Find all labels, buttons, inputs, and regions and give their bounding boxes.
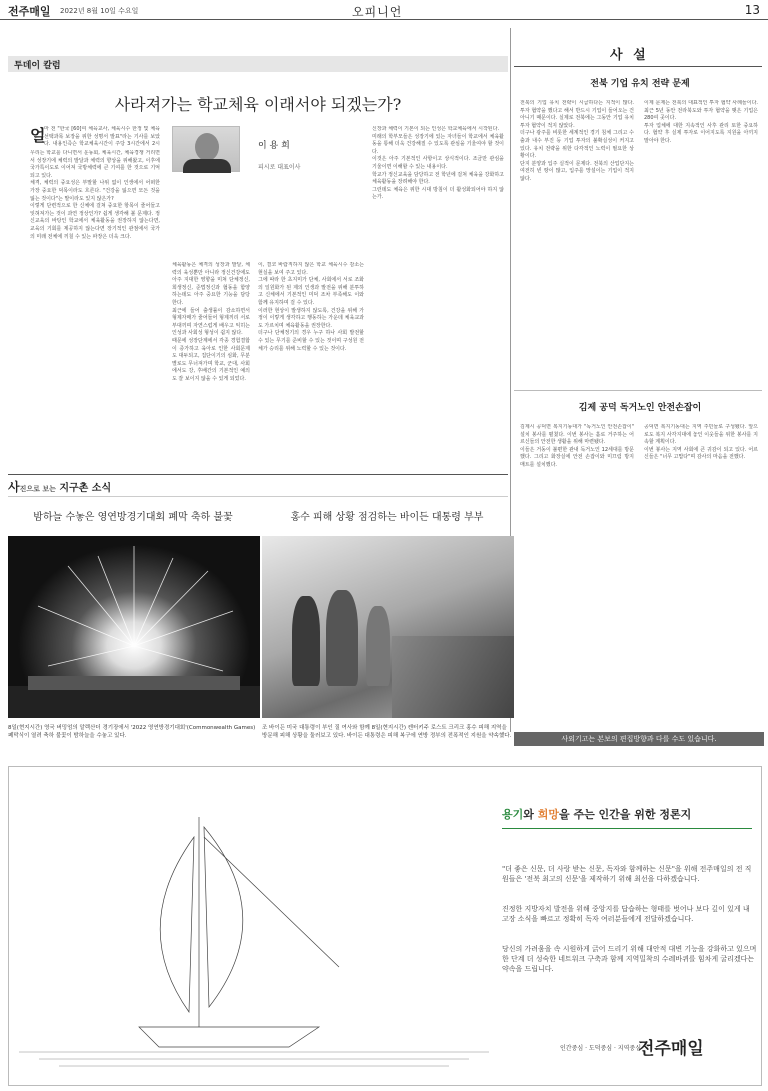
ad-title-underline <box>502 828 752 829</box>
editorial-text <box>520 100 634 384</box>
author-name: 이 용 희 <box>258 141 290 151</box>
editorial-text <box>520 424 634 724</box>
ad-paragraph: 진정한 지방자치 발전을 위해 중앙지를 답습하는 형태를 벗어나 보다 깊이 있게 내 고장 소식을 빠르고 정확히 독자 여러분들에게 전달하겠습니다. <box>502 905 750 923</box>
paragraph: 이러한 현상이 발생하지 않도록, 건강을 위해 가정이 이렇게 생각하고 행동하는 가운데 체육교과도 가르치며 체육활동을 권장한다. <box>258 307 364 329</box>
tag-small: 진으로 보는 <box>19 485 56 493</box>
author-face <box>195 133 219 161</box>
ad-title-courage: 용기 <box>502 808 524 821</box>
disclaimer-banner: 사외기고는 본보의 편집방향과 다를 수도 있습니다. <box>514 732 764 746</box>
publication-name: 전주매일 <box>8 5 51 18</box>
paragraph: 투자 업체에 대한 지속적인 사후 관리 또한 중요하다. 협약 후 실제 투자로 이어지도록 지원을 아끼지 말아야 한다. <box>644 122 758 144</box>
paragraph: 이렇게 단련적으로 한 신체에 걸쳐 중요한 항목이 줄어들고 잊혀져가는 것이 과연 정상인가? 쉽게 생각해 볼 문제다. 정신교육의 바탕인 학교에서 체육활동을 권장하지 않는다면, 교육의 기회를 제공하지 않는다면 장기적인 관점에서 국가의 미래 전체에 끼칠 수 있는 파장은 더욱 크다. <box>30 203 160 240</box>
divider <box>514 390 762 391</box>
tag-rest: 지구촌 소식 <box>59 483 112 494</box>
editorial-title: 김제 공덕 독거노인 안전손잡이 <box>578 403 702 413</box>
tag-initial: 사 <box>8 480 20 494</box>
paragraph: 미래의 학부모들은 성장기에 있는 자녀들이 학교에서 체육활동을 통해 더욱 건강해질 수 있도록 관심을 기울여야 할 것이다. <box>372 133 504 155</box>
divider <box>514 66 762 67</box>
ad-title-mid: 와 <box>523 808 538 821</box>
paragraph: 체육활동은 체격의 성장과 발달, 체력의 육성뿐만 아니라 정신건강에도 아주 지대한 영향을 미쳐 단체정신, 희생정신, 준법정신과 협동을 함양하는데도 아주 중요한 기능을 담당한다. <box>172 262 250 306</box>
paragraph: 공덕면 복지기동대는 지역 주민들로 구성됐다. 앞으로도 복지 사각지대에 놓인 이웃들을 위한 봉사를 지속할 계획이다. <box>644 424 758 446</box>
editorial-label-box <box>514 44 762 64</box>
paragraph: 그런데도 체육은 위한 시대 방침이 더 활성화되어야 하지 않는가. <box>372 186 504 201</box>
paragraph: 이번 봉사는 지역 사회에 큰 귀감이 되고 있다. 어르신들은 "너무 고맙다"며 감사의 마음을 전했다. <box>644 446 758 461</box>
editorial-text <box>644 100 758 384</box>
author-suit <box>183 159 231 173</box>
divider <box>8 496 508 497</box>
paragraph: 신장과 체력이 기본이 되는 인성은 학교체육에서 시작된다. <box>372 126 500 132</box>
column-tag-label: 투데이 칼럼 <box>14 61 61 71</box>
editorial-title: 전북 기업 유치 전략 문제 <box>590 79 690 89</box>
photo1-title: 밤하늘 수놓은 영연방경기대회 폐막 축하 불꽃 <box>33 512 233 523</box>
paragraph: 최근에 들어 출생률이 감소하면서 형제자매가 줄어들어 형제끼리 서로 부대끼며 자연스럽게 배우고 익히는 인성과 사회성 형성이 쉽지 않다. <box>172 307 250 337</box>
paragraph: 김제시 공덕면 복지기동대가 "독거노인 안전손잡이" 설치 봉사를 펼쳤다. 이번 봉사는 홀로 거주하는 어르신들의 안전한 생활을 위해 마련됐다. <box>520 424 634 446</box>
paragraph: 이제 문제는 전북의 대표적인 투자 협약 사례들이다. 최근 5년 동안 전라북도와 투자 협약을 맺은 기업은 280여 곳이다. <box>644 100 758 122</box>
person <box>292 596 320 686</box>
debris <box>392 636 514 718</box>
ad-title-rest: 을 주는 인간을 위한 정론지 <box>559 808 692 821</box>
page-number: 13 <box>744 3 760 17</box>
paragraph: 우리는 학교를 다니면서 운동회, 체육시간, 체육경쟁 거리면서 성장기에 체력의 발달과 체력의 향상을 위해왔고, 이후에 국가특이도로 이어져 국방체력에 큰 기여를 한 것으로 기억되고 있다. <box>30 150 160 179</box>
author-role: 피시로 대표이사 <box>258 164 301 171</box>
column-text <box>258 262 364 478</box>
editorial-text <box>644 424 758 724</box>
issue-date: 2022년 8월 10일 수요일 <box>60 7 139 15</box>
editorial-label: 사 설 <box>610 48 649 63</box>
fireworks-photo <box>8 536 260 718</box>
person <box>326 590 358 686</box>
fireworks-graphic <box>8 536 260 718</box>
column-text <box>172 262 250 478</box>
photo-news-tag <box>8 478 111 495</box>
paragraph: 학교가 정신교육을 담당하고 전 학년에 걸쳐 체육을 강화하고 체육활동을 장려해야 한다. <box>372 171 504 186</box>
boat-illustration <box>19 797 489 1077</box>
page-header <box>0 0 768 20</box>
paragraph: 더구나 단체정기의 경우 누구 하나 사회 발전할 수 있는 무기를 준비할 수 있는 것이며 구성원 전체가 승리를 위해 노력할 수 있는 것이다. <box>258 330 364 352</box>
paragraph: 이들은 거동이 불편한 관내 독거노인 12세대를 방문했다. 그리고 화장실에 안전 손잡이와 미끄럼 방지 매트를 설치했다. <box>520 446 634 468</box>
column-text <box>372 126 504 478</box>
column-text <box>30 150 160 478</box>
photo2-caption: 조 바이든 미국 대통령이 부인 질 여사와 함께 8일(현지시간) 켄터키주 로스트 크리크 홍수 피해 지역을 방문해 피해 상황을 둘러보고 있다. 바이든 대통령은 피해 복구에 연방 정부의 전폭적인 지원을 약속했다. <box>262 725 512 739</box>
paragraph: 이것은 아주 기본적인 사항이고 상식적이다. 조금만 관심을 기울이면 이해할 수 있는 내용이다. <box>372 156 504 170</box>
ad-title <box>502 806 691 822</box>
paragraph: 이, 결코 바람직하지 않은 학교 체육시수 감소는 현실을 보여 주고 있다. <box>258 262 364 276</box>
person <box>366 606 390 686</box>
paragraph: 더구나 광주를 비롯한 세계적인 경기 침체 그리고 수출과 내수 부진 등 기업 투자의 불확실성이 커지고 있다. 유치 전략을 위한 다각적인 노력이 필요한 상황이다. <box>520 130 634 160</box>
paragraph: 단지 분양과 입주 실적이 문제다. 전북의 산업단지는 여전히 빈 땅이 많고, 입주를 망설이는 기업이 적지 않다. <box>520 160 634 182</box>
column-tag <box>8 56 508 72</box>
author-photo <box>172 126 240 172</box>
ad-title-hope: 희망 <box>537 808 559 821</box>
photo1-caption: 8일(현지시간) 영국 버밍엄의 알렉산더 경기장에서 '2022 영연방경기대회'(Commonwealth Games) 폐막식이 열려 축하 불꽃이 밤하늘을 수놓고 있다. <box>8 725 256 739</box>
paragraph: 때문에 성장단계에서 각종 경험결합이 증가하고 육아로 인한 사회문제도 대두되고, 집단이기의 심화, 무분별로도 무너져가며 학교, 군대, 사회에서도 강, 후배간의 기본적인 예의도 잘 보이지 않을 수 있게 되었다. <box>172 337 250 382</box>
paragraph: 그에 따라 한 초지미가 단체, 사회에서 서로 조화의 일원화가 된 제의 인생과 발전을 위해 분투하고 신체에서 기본적인 미덕 조차 부족해도 이와 함께 유지하며 걸 수 있다. <box>258 277 364 306</box>
ad-tagline: 인간중심 · 도덕중심 · 지역중심 <box>560 1045 641 1052</box>
paragraph: 전북의 기업 유치 전략이 시급하다는 지적이 많다. 투자 협약을 했다고 해서 반드시 기업이 들어오는 건 아니기 때문이다. 실제로 전북에는 그동안 기업 유치 투자 협약이 적지 않았다. <box>520 100 634 129</box>
column-title: 사라져가는 학교체육 이래서야 되겠는가? <box>114 95 402 114</box>
flood-photo <box>262 536 514 718</box>
drop-initial: 얼 <box>30 126 46 145</box>
ad-logo: 전주매일 <box>638 1039 704 1059</box>
column-text: 마 전 "한국 [60]여 체육교사, 체육시수 한정 및 체육 선택과목 보장을 위한 성명서 발표"라는 기사를 보았다. 내용인즉슨 학교체육시간이 주당 3시간에서 2시 <box>44 126 160 148</box>
ad-paragraph: 당신의 가려움을 속 시원하게 긁어 드리기 위해 대안적 대변 기능을 강화하고 있으며 한 단계 더 성숙한 네트워크 구축과 함께 지역밀착의 수레바퀴를 힘차게 굴리겠다는 약속을 드립니다. <box>502 945 757 973</box>
paragraph: 체격, 체력의 중요성은 부말할 나위 없이 인생에서 어떠한 가장 중요한 덕목이라도 흐른다. "건강을 잃으면 모든 것을 잃는 것이다"는 말이라도 있지 않은가? <box>30 180 160 202</box>
ad-paragraph: "더 좋은 신문, 더 사랑 받는 신문, 독자와 함께하는 신문"을 위해 전주매일의 전 직원들은 '전북 최고의 신문'을 제작하기 위해 최선을 다하겠습니다. <box>502 865 752 883</box>
divider <box>8 474 508 475</box>
section-title: 오피니언 <box>352 5 403 19</box>
photo2-title: 홍수 피해 상황 점검하는 바이든 대통령 부부 <box>290 512 484 523</box>
